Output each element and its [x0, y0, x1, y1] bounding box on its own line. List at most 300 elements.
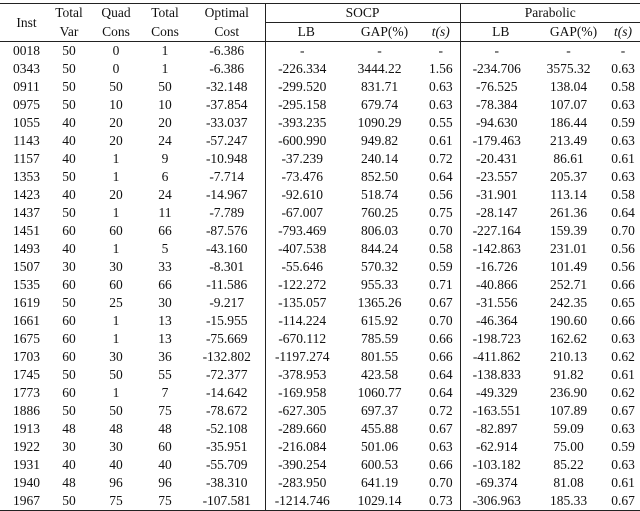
cell-par-lb: -82.897 — [460, 420, 541, 438]
cell-total-cons: 1 — [161, 61, 169, 76]
cell-par-t: 0.67 — [606, 492, 640, 511]
cell-total-var: 30 — [62, 259, 76, 274]
cell-total-cons: 66 — [158, 277, 172, 292]
cell-socp-t: 0.66 — [428, 349, 453, 364]
cell-socp-lb: -1214.746 — [265, 492, 347, 511]
cell-socp-lb: -67.007 — [265, 204, 347, 222]
cell-par-gap: 107.07 — [549, 97, 588, 112]
cell-inst: 1143 — [13, 133, 40, 148]
table-row — [0, 132, 640, 150]
cell-optimal-cost: -9.217 — [209, 295, 245, 310]
cell-par-lb: -94.630 — [460, 114, 541, 132]
table-row — [0, 60, 640, 78]
cell-par-t: 0.63 — [611, 331, 635, 346]
cell-quad-cons: 10 — [109, 97, 123, 112]
cell-total-var: 50 — [47, 492, 91, 511]
cell-total-var: 40 — [62, 457, 76, 472]
table-row — [0, 258, 640, 276]
header-optimal-cost: Optimal — [189, 4, 265, 23]
cell-socp-t: 0.75 — [428, 205, 453, 220]
cell-optimal-cost: -72.377 — [205, 367, 248, 382]
cell-socp-gap: 1365.26 — [357, 295, 402, 310]
cell-socp-gap: 3444.22 — [357, 61, 402, 76]
cell-socp-gap: 785.59 — [360, 331, 399, 346]
cell-total-cons: 48 — [158, 421, 172, 436]
cell-inst: 1535 — [13, 277, 40, 292]
cell-inst: 1886 — [13, 403, 40, 418]
header-par-lb: LB — [460, 23, 541, 42]
cell-inst: 1661 — [13, 313, 40, 328]
cell-par-lb: -179.463 — [460, 132, 541, 150]
cell-par-t: 0.63 — [611, 421, 635, 436]
table-row — [0, 294, 640, 312]
cell-inst: 1745 — [13, 367, 40, 382]
cell-total-cons: 20 — [158, 115, 172, 130]
cell-socp-t: 1.56 — [428, 61, 453, 76]
cell-total-var: 48 — [62, 421, 76, 436]
cell-socp-gap: 455.88 — [360, 421, 399, 436]
cell-total-cons: 33 — [158, 259, 172, 274]
cell-optimal-cost: -15.955 — [205, 313, 248, 328]
table-row — [0, 240, 640, 258]
cell-par-t: 0.62 — [611, 349, 635, 364]
cell-socp-t: 0.66 — [428, 457, 453, 472]
cell-socp-t: 0.70 — [428, 313, 453, 328]
cell-socp-gap: 679.74 — [360, 97, 399, 112]
cell-par-gap: 107.89 — [549, 403, 588, 418]
cell-socp-lb: -295.158 — [265, 96, 347, 114]
cell-par-gap: 81.08 — [553, 475, 584, 490]
table-row — [0, 456, 640, 474]
cell-socp-t: 0.71 — [428, 277, 453, 292]
cell-total-cons: 10 — [158, 97, 172, 112]
cell-optimal-cost: -57.247 — [205, 133, 248, 148]
cell-par-t: 0.67 — [611, 403, 635, 418]
cell-socp-lb: -283.950 — [265, 474, 347, 492]
header-total-cons-2: Cons — [151, 23, 179, 39]
cell-socp-t: 0.63 — [428, 79, 453, 94]
cell-inst: 1967 — [0, 492, 47, 511]
cell-par-t: 0.62 — [611, 385, 635, 400]
cell-total-cons: 30 — [158, 295, 172, 310]
cell-quad-cons: 1 — [112, 331, 120, 346]
cell-inst: 1507 — [13, 259, 40, 274]
cell-quad-cons: 48 — [109, 421, 123, 436]
cell-par-gap: - — [541, 42, 606, 61]
cell-quad-cons: 0 — [91, 42, 141, 61]
cell-total-cons: 75 — [158, 403, 172, 418]
cell-inst: 1703 — [13, 349, 40, 364]
cell-par-gap: 213.49 — [549, 133, 588, 148]
cell-optimal-cost: -37.854 — [205, 97, 248, 112]
header-socp-t: t(s) — [422, 23, 460, 42]
cell-par-t: 0.61 — [611, 367, 635, 382]
cell-socp-gap: 1029.14 — [347, 492, 422, 511]
cell-par-gap: 252.71 — [549, 277, 588, 292]
cell-par-lb: -46.364 — [460, 312, 541, 330]
table-header — [0, 4, 640, 42]
cell-optimal-cost: -43.160 — [205, 241, 248, 256]
cell-total-var: 48 — [62, 475, 76, 490]
header-socp-lb: LB — [265, 23, 347, 42]
cell-socp-gap: 1060.77 — [357, 385, 402, 400]
cell-par-t: 0.63 — [611, 169, 635, 184]
header-par-t: t(s) — [606, 23, 640, 42]
cell-socp-lb: -92.610 — [265, 186, 347, 204]
table-row — [0, 42, 640, 61]
cell-total-var: 40 — [62, 151, 76, 166]
cell-optimal-cost: -14.967 — [205, 187, 248, 202]
cell-quad-cons: 30 — [109, 349, 123, 364]
cell-socp-t: 0.59 — [428, 259, 453, 274]
cell-par-lb: -198.723 — [460, 330, 541, 348]
cell-par-lb: -411.862 — [460, 348, 541, 366]
cell-par-lb: -163.551 — [460, 402, 541, 420]
cell-total-cons: 9 — [161, 151, 169, 166]
cell-socp-gap: 801.55 — [360, 349, 399, 364]
cell-par-gap: 101.49 — [549, 259, 588, 274]
cell-total-var: 30 — [62, 439, 76, 454]
cell-socp-lb: -1197.274 — [265, 348, 347, 366]
cell-par-gap: 205.37 — [549, 169, 588, 184]
cell-par-t: 0.63 — [611, 97, 635, 112]
cell-quad-cons: 60 — [109, 223, 123, 238]
cell-quad-cons: 30 — [109, 439, 123, 454]
cell-quad-cons: 40 — [109, 457, 123, 472]
cell-par-gap: 236.90 — [549, 385, 588, 400]
cell-inst: 1423 — [13, 187, 40, 202]
cell-inst: 1353 — [13, 169, 40, 184]
cell-total-cons: 66 — [158, 223, 172, 238]
cell-quad-cons: 20 — [109, 187, 123, 202]
cell-total-var: 50 — [62, 79, 76, 94]
cell-optimal-cost: -7.714 — [209, 169, 245, 184]
cell-quad-cons: 50 — [109, 403, 123, 418]
cell-total-var: 60 — [62, 349, 76, 364]
cell-par-lb: -20.431 — [460, 150, 541, 168]
cell-quad-cons: 96 — [109, 475, 123, 490]
cell-optimal-cost: -35.951 — [205, 439, 248, 454]
cell-socp-gap: 641.19 — [360, 475, 399, 490]
cell-inst: 1922 — [13, 439, 40, 454]
cell-total-var: 50 — [47, 42, 91, 61]
cell-socp-t: 0.61 — [428, 133, 453, 148]
cell-par-lb: -49.329 — [460, 384, 541, 402]
cell-quad-cons: 75 — [91, 492, 141, 511]
cell-socp-t: 0.56 — [428, 187, 453, 202]
cell-total-cons: 11 — [158, 205, 172, 220]
cell-par-lb: -28.147 — [460, 204, 541, 222]
cell-socp-lb: -37.239 — [265, 150, 347, 168]
table-body — [0, 42, 640, 511]
cell-socp-t: 0.63 — [428, 97, 453, 112]
cell-par-t: 0.70 — [611, 223, 635, 238]
table-row — [0, 492, 640, 511]
header-inst: Inst — [0, 4, 47, 42]
cell-par-lb: -227.164 — [460, 222, 541, 240]
cell-socp-lb: -73.476 — [265, 168, 347, 186]
cell-socp-gap: 1090.29 — [357, 115, 402, 130]
table-row — [0, 222, 640, 240]
cell-inst: 0018 — [0, 42, 47, 61]
cell-socp-t: 0.63 — [428, 439, 453, 454]
header-parabolic: Parabolic — [460, 4, 640, 23]
cell-socp-gap: 697.37 — [360, 403, 399, 418]
cell-socp-t: 0.70 — [428, 223, 453, 238]
cell-optimal-cost: -75.669 — [205, 331, 248, 346]
cell-total-cons: 75 — [141, 492, 189, 511]
cell-quad-cons: 30 — [109, 259, 123, 274]
cell-par-lb: -16.726 — [460, 258, 541, 276]
cell-total-var: 40 — [62, 133, 76, 148]
cell-socp-t: 0.64 — [428, 367, 453, 382]
cell-socp-gap: 831.71 — [360, 79, 399, 94]
cell-socp-t: 0.64 — [428, 169, 453, 184]
table-row — [0, 276, 640, 294]
results-table — [0, 3, 640, 511]
cell-socp-lb: - — [265, 42, 347, 61]
cell-total-var: 60 — [62, 277, 76, 292]
cell-total-cons: 13 — [158, 331, 172, 346]
cell-socp-gap: 570.32 — [360, 259, 399, 274]
cell-par-gap: 231.01 — [549, 241, 588, 256]
cell-par-gap: 261.36 — [549, 205, 588, 220]
cell-total-cons: 7 — [161, 385, 169, 400]
cell-total-cons: 24 — [158, 187, 172, 202]
cell-socp-gap: - — [347, 42, 422, 61]
cell-socp-t: 0.64 — [428, 385, 453, 400]
cell-inst: 1451 — [13, 223, 40, 238]
table-row — [0, 114, 640, 132]
cell-quad-cons: 1 — [112, 241, 120, 256]
cell-total-var: 60 — [62, 223, 76, 238]
header-optimal-cost-2: Cost — [214, 23, 240, 39]
table-row — [0, 204, 640, 222]
cell-par-gap: 242.35 — [549, 295, 588, 310]
cell-socp-gap: 615.92 — [360, 313, 399, 328]
cell-total-var: 50 — [62, 61, 76, 76]
cell-socp-t: 0.72 — [428, 151, 453, 166]
cell-optimal-cost: -8.301 — [209, 259, 245, 274]
header-quad-cons: Quad — [91, 4, 141, 23]
cell-optimal-cost: -32.148 — [205, 79, 248, 94]
cell-socp-t: 0.67 — [428, 421, 453, 436]
cell-inst: 1940 — [13, 475, 40, 490]
cell-total-cons: 5 — [161, 241, 169, 256]
cell-total-var: 50 — [62, 169, 76, 184]
cell-par-t: 0.59 — [611, 439, 635, 454]
cell-quad-cons: 1 — [112, 151, 120, 166]
cell-inst: 0975 — [13, 97, 40, 112]
cell-total-var: 60 — [62, 331, 76, 346]
table-row — [0, 312, 640, 330]
cell-socp-gap: 949.82 — [360, 133, 399, 148]
cell-optimal-cost: -107.581 — [189, 492, 265, 511]
table-row — [0, 330, 640, 348]
cell-par-lb: -138.833 — [460, 366, 541, 384]
cell-par-gap: 159.39 — [549, 223, 588, 238]
cell-par-gap: 85.22 — [553, 457, 584, 472]
cell-socp-lb: -169.958 — [265, 384, 347, 402]
cell-total-cons: 24 — [158, 133, 172, 148]
cell-total-cons: 40 — [158, 457, 172, 472]
cell-socp-lb: -627.305 — [265, 402, 347, 420]
cell-quad-cons: 1 — [112, 205, 120, 220]
header-quad-cons-2: Cons — [102, 23, 130, 39]
cell-socp-t: 0.58 — [428, 241, 453, 256]
cell-optimal-cost: -132.802 — [202, 349, 251, 364]
cell-par-lb: - — [460, 42, 541, 61]
cell-total-var: 50 — [62, 367, 76, 382]
cell-par-lb: -76.525 — [460, 78, 541, 96]
cell-socp-gap: 806.03 — [360, 223, 399, 238]
cell-par-t: 0.64 — [611, 205, 635, 220]
cell-par-gap: 185.33 — [541, 492, 606, 511]
cell-par-t: - — [606, 42, 640, 61]
cell-socp-lb: -793.469 — [265, 222, 347, 240]
cell-par-gap: 86.61 — [553, 151, 584, 166]
cell-par-lb: -31.556 — [460, 294, 541, 312]
cell-par-lb: -31.901 — [460, 186, 541, 204]
cell-socp-lb: -226.334 — [265, 60, 347, 78]
cell-quad-cons: 20 — [109, 133, 123, 148]
table-row — [0, 366, 640, 384]
cell-socp-lb: -600.990 — [265, 132, 347, 150]
cell-inst: 1619 — [13, 295, 40, 310]
cell-quad-cons: 50 — [109, 367, 123, 382]
table-row — [0, 474, 640, 492]
cell-quad-cons: 25 — [109, 295, 123, 310]
cell-optimal-cost: -14.642 — [205, 385, 248, 400]
cell-socp-t: 0.55 — [428, 115, 453, 130]
cell-par-t: 0.56 — [611, 241, 635, 256]
table-row — [0, 78, 640, 96]
cell-quad-cons: 1 — [112, 313, 120, 328]
cell-inst: 1913 — [13, 421, 40, 436]
header-socp: SOCP — [265, 4, 460, 23]
cell-total-var: 40 — [62, 115, 76, 130]
cell-par-gap: 162.62 — [549, 331, 588, 346]
cell-par-t: 0.63 — [611, 133, 635, 148]
cell-total-var: 60 — [62, 385, 76, 400]
cell-socp-gap: 423.58 — [360, 367, 399, 382]
cell-socp-t: 0.72 — [428, 403, 453, 418]
cell-par-gap: 113.14 — [550, 187, 587, 202]
cell-optimal-cost: -10.948 — [205, 151, 248, 166]
cell-par-lb: -62.914 — [460, 438, 541, 456]
cell-par-gap: 190.60 — [549, 313, 588, 328]
cell-par-t: 0.66 — [611, 277, 635, 292]
cell-socp-t: 0.66 — [428, 331, 453, 346]
table-row — [0, 348, 640, 366]
table-row — [0, 384, 640, 402]
cell-par-lb: -78.384 — [460, 96, 541, 114]
cell-total-cons: 6 — [161, 169, 169, 184]
table-row — [0, 186, 640, 204]
cell-par-gap: 210.13 — [549, 349, 588, 364]
cell-total-var: 50 — [62, 295, 76, 310]
cell-socp-lb: -114.224 — [265, 312, 347, 330]
cell-socp-lb: -289.660 — [265, 420, 347, 438]
cell-socp-lb: -216.084 — [265, 438, 347, 456]
cell-quad-cons: 20 — [109, 115, 123, 130]
cell-inst: 1493 — [13, 241, 40, 256]
cell-par-t: 0.56 — [611, 259, 635, 274]
cell-total-cons: 96 — [158, 475, 172, 490]
header-total-var: Total — [47, 4, 91, 23]
cell-optimal-cost: -38.310 — [205, 475, 248, 490]
header-par-gap: GAP(%) — [541, 23, 606, 42]
cell-optimal-cost: -33.037 — [205, 115, 248, 130]
cell-quad-cons: 1 — [112, 385, 120, 400]
cell-total-cons: 50 — [158, 79, 172, 94]
cell-quad-cons: 1 — [112, 169, 120, 184]
cell-optimal-cost: -55.709 — [205, 457, 248, 472]
header-total-cons: Total — [141, 4, 189, 23]
cell-par-t: 0.63 — [611, 61, 635, 76]
cell-par-gap: 138.04 — [549, 79, 588, 94]
cell-optimal-cost: -7.789 — [209, 205, 245, 220]
cell-par-t: 0.63 — [611, 457, 635, 472]
cell-inst: 1931 — [13, 457, 40, 472]
cell-par-t: 0.59 — [611, 115, 635, 130]
cell-par-gap: 59.09 — [553, 421, 584, 436]
cell-inst: 1437 — [13, 205, 40, 220]
cell-inst: 1675 — [13, 331, 40, 346]
cell-socp-lb: -378.953 — [265, 366, 347, 384]
table-row — [0, 96, 640, 114]
cell-socp-lb: -670.112 — [265, 330, 347, 348]
cell-par-gap: 3575.32 — [546, 61, 591, 76]
cell-par-lb: -40.866 — [460, 276, 541, 294]
cell-socp-gap: 600.53 — [360, 457, 399, 472]
cell-par-t: 0.61 — [611, 151, 635, 166]
cell-total-var: 50 — [62, 97, 76, 112]
cell-socp-t: 0.70 — [428, 475, 453, 490]
cell-inst: 1773 — [13, 385, 40, 400]
cell-par-t: 0.58 — [611, 187, 635, 202]
cell-total-cons: 60 — [158, 439, 172, 454]
cell-socp-lb: -390.254 — [265, 456, 347, 474]
cell-optimal-cost: -6.386 — [209, 61, 245, 76]
cell-socp-lb: -55.646 — [265, 258, 347, 276]
cell-total-cons: 1 — [141, 42, 189, 61]
cell-socp-gap: 518.74 — [360, 187, 399, 202]
cell-total-var: 60 — [62, 313, 76, 328]
cell-socp-lb: -393.235 — [265, 114, 347, 132]
cell-par-lb: -69.374 — [460, 474, 541, 492]
cell-total-var: 50 — [62, 403, 76, 418]
cell-socp-lb: -407.538 — [265, 240, 347, 258]
cell-par-gap: 186.44 — [549, 115, 588, 130]
cell-par-t: 0.66 — [611, 313, 635, 328]
table-row — [0, 168, 640, 186]
cell-total-var: 40 — [62, 241, 76, 256]
cell-socp-t: 0.73 — [422, 492, 460, 511]
cell-par-t: 0.58 — [611, 79, 635, 94]
cell-quad-cons: 0 — [112, 61, 120, 76]
cell-total-cons: 13 — [158, 313, 172, 328]
cell-socp-t: 0.67 — [428, 295, 453, 310]
cell-optimal-cost: -6.386 — [189, 42, 265, 61]
cell-inst: 1055 — [13, 115, 40, 130]
cell-socp-lb: -135.057 — [265, 294, 347, 312]
cell-quad-cons: 50 — [109, 79, 123, 94]
cell-optimal-cost: -52.108 — [205, 421, 248, 436]
cell-par-lb: -103.182 — [460, 456, 541, 474]
cell-optimal-cost: -11.586 — [206, 277, 248, 292]
cell-inst: 0343 — [13, 61, 40, 76]
